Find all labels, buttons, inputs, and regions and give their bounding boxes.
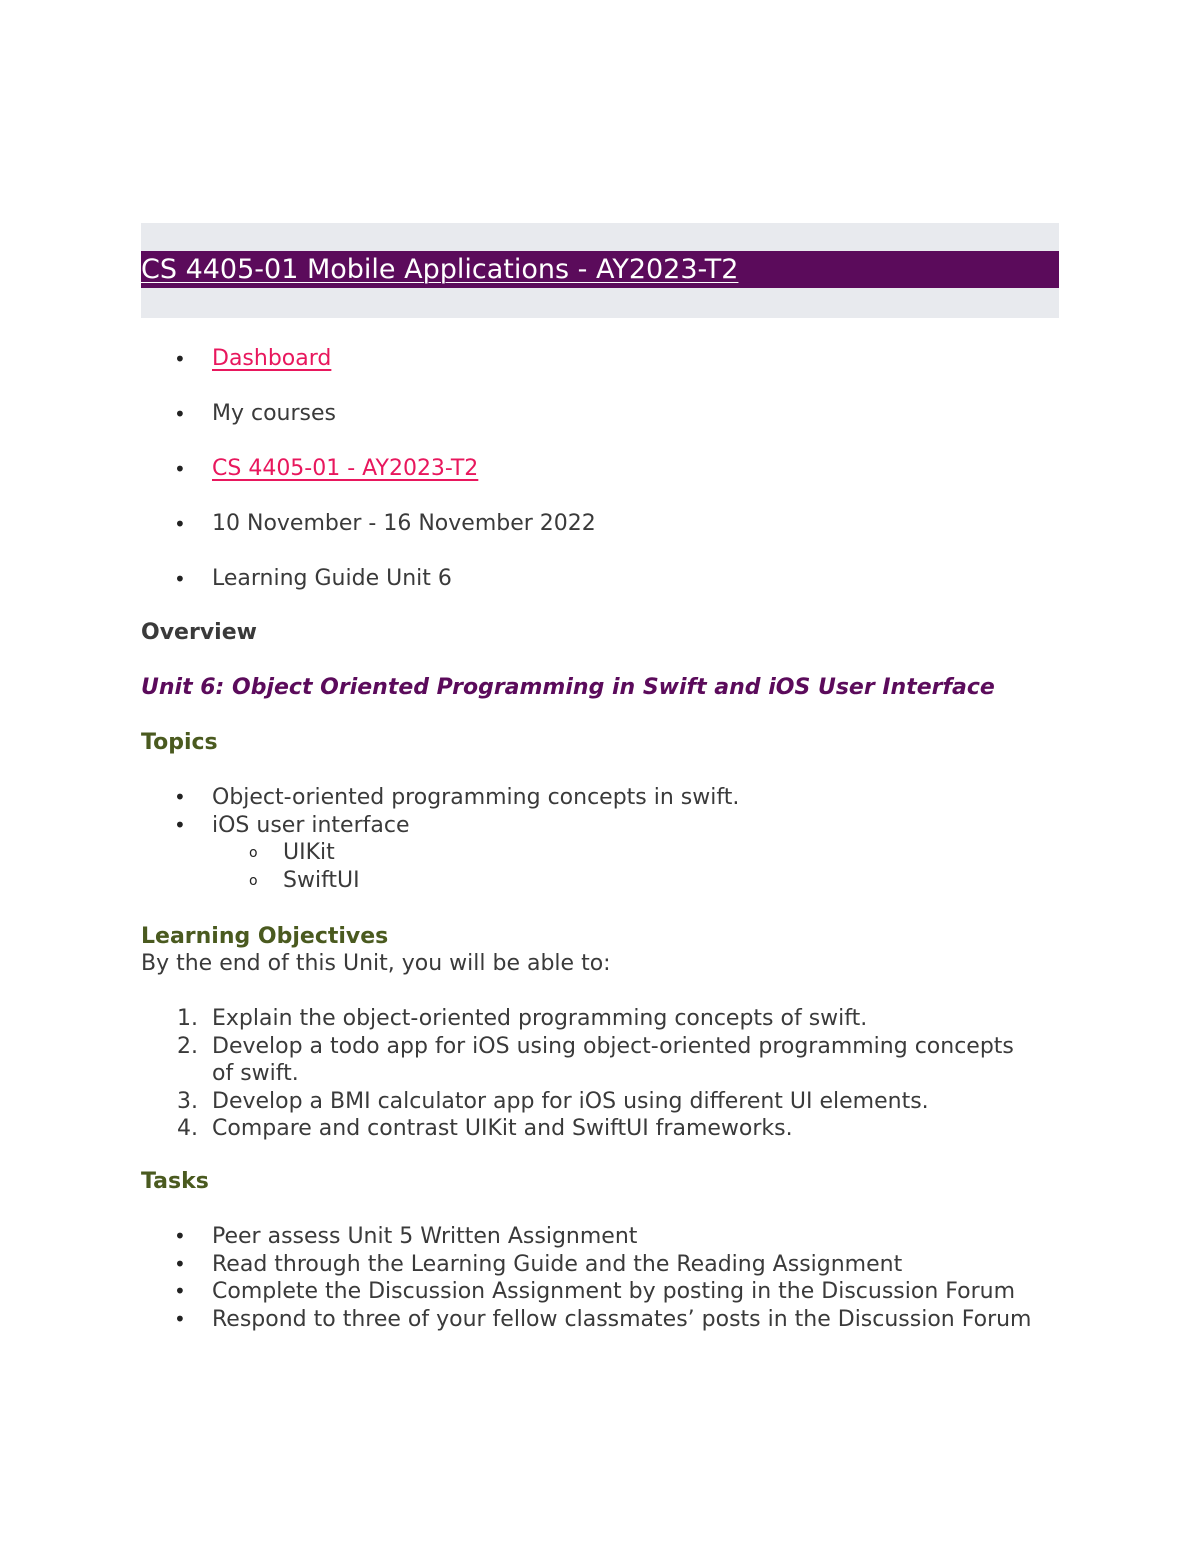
objectives-heading: Learning Objectives <box>141 924 389 949</box>
course-title-link[interactable]: CS 4405-01 Mobile Applications - AY2023-T2 <box>141 254 739 285</box>
objectives-intro: By the end of this Unit, you will be able to: <box>141 951 611 976</box>
list-item: o UIKit <box>212 839 1059 867</box>
breadcrumb <box>141 345 1059 620</box>
topics-list <box>141 784 1059 894</box>
document-page <box>141 223 1059 1332</box>
topic-label: iOS user interface <box>212 812 410 838</box>
list-item: • Object-oriented programming concepts in swift. <box>141 784 1059 812</box>
topics-heading: Topics <box>141 730 218 755</box>
tasks-heading: Tasks <box>141 1169 209 1194</box>
list-item: • Respond to three of your fellow classmates’ posts in the Discussion Forum <box>141 1306 1041 1334</box>
item-text: Explain the object-oriented programming concepts of swift. <box>212 1006 868 1031</box>
breadcrumb-item-my-courses <box>141 400 1059 428</box>
list-item <box>141 1033 1041 1088</box>
item-number: 3. <box>177 1088 198 1114</box>
item-text: Develop a todo app for iOS using object-oriented programming concepts of swift. <box>212 1033 1014 1086</box>
guide-label: Learning Guide Unit 6 <box>212 566 452 591</box>
list-item <box>141 1115 1041 1143</box>
course-header <box>141 223 1059 318</box>
objectives-list <box>141 1005 1041 1143</box>
list-item: • Complete the Discussion Assignment by posting in the Discussion Forum <box>141 1278 1041 1306</box>
breadcrumb-item-guide <box>141 565 1059 593</box>
tasks-list <box>141 1223 1041 1333</box>
item-number: 1. <box>177 1006 198 1031</box>
item-number: 4. <box>177 1116 198 1141</box>
breadcrumb-item-week <box>141 510 1059 538</box>
my-courses-label: My courses <box>212 401 336 426</box>
course-link[interactable]: CS 4405-01 - AY2023-T2 <box>212 456 479 481</box>
item-text: Compare and contrast UIKit and SwiftUI frameworks. <box>212 1116 793 1141</box>
item-text: Develop a BMI calculator app for iOS using different UI elements. <box>212 1088 929 1114</box>
item-number: 2. <box>177 1033 198 1059</box>
list-item <box>141 1088 1041 1116</box>
list-item: • Peer assess Unit 5 Written Assignment <box>141 1223 1041 1251</box>
breadcrumb-item-course[interactable] <box>141 455 1059 483</box>
overview-heading: Overview <box>141 620 257 645</box>
week-label: 10 November - 16 November 2022 <box>212 511 596 536</box>
unit-title: Unit 6: Object Oriented Programming in Swift and iOS User Interface <box>141 675 995 700</box>
topics-sublist <box>212 839 1059 894</box>
list-item: o SwiftUI <box>212 867 1059 895</box>
breadcrumb-item-dashboard[interactable] <box>141 345 1059 373</box>
list-item: • Read through the Learning Guide and the Reading Assignment <box>141 1251 1041 1279</box>
dashboard-link[interactable]: Dashboard <box>212 346 332 371</box>
list-item <box>141 812 1059 895</box>
list-item <box>141 1005 1041 1033</box>
